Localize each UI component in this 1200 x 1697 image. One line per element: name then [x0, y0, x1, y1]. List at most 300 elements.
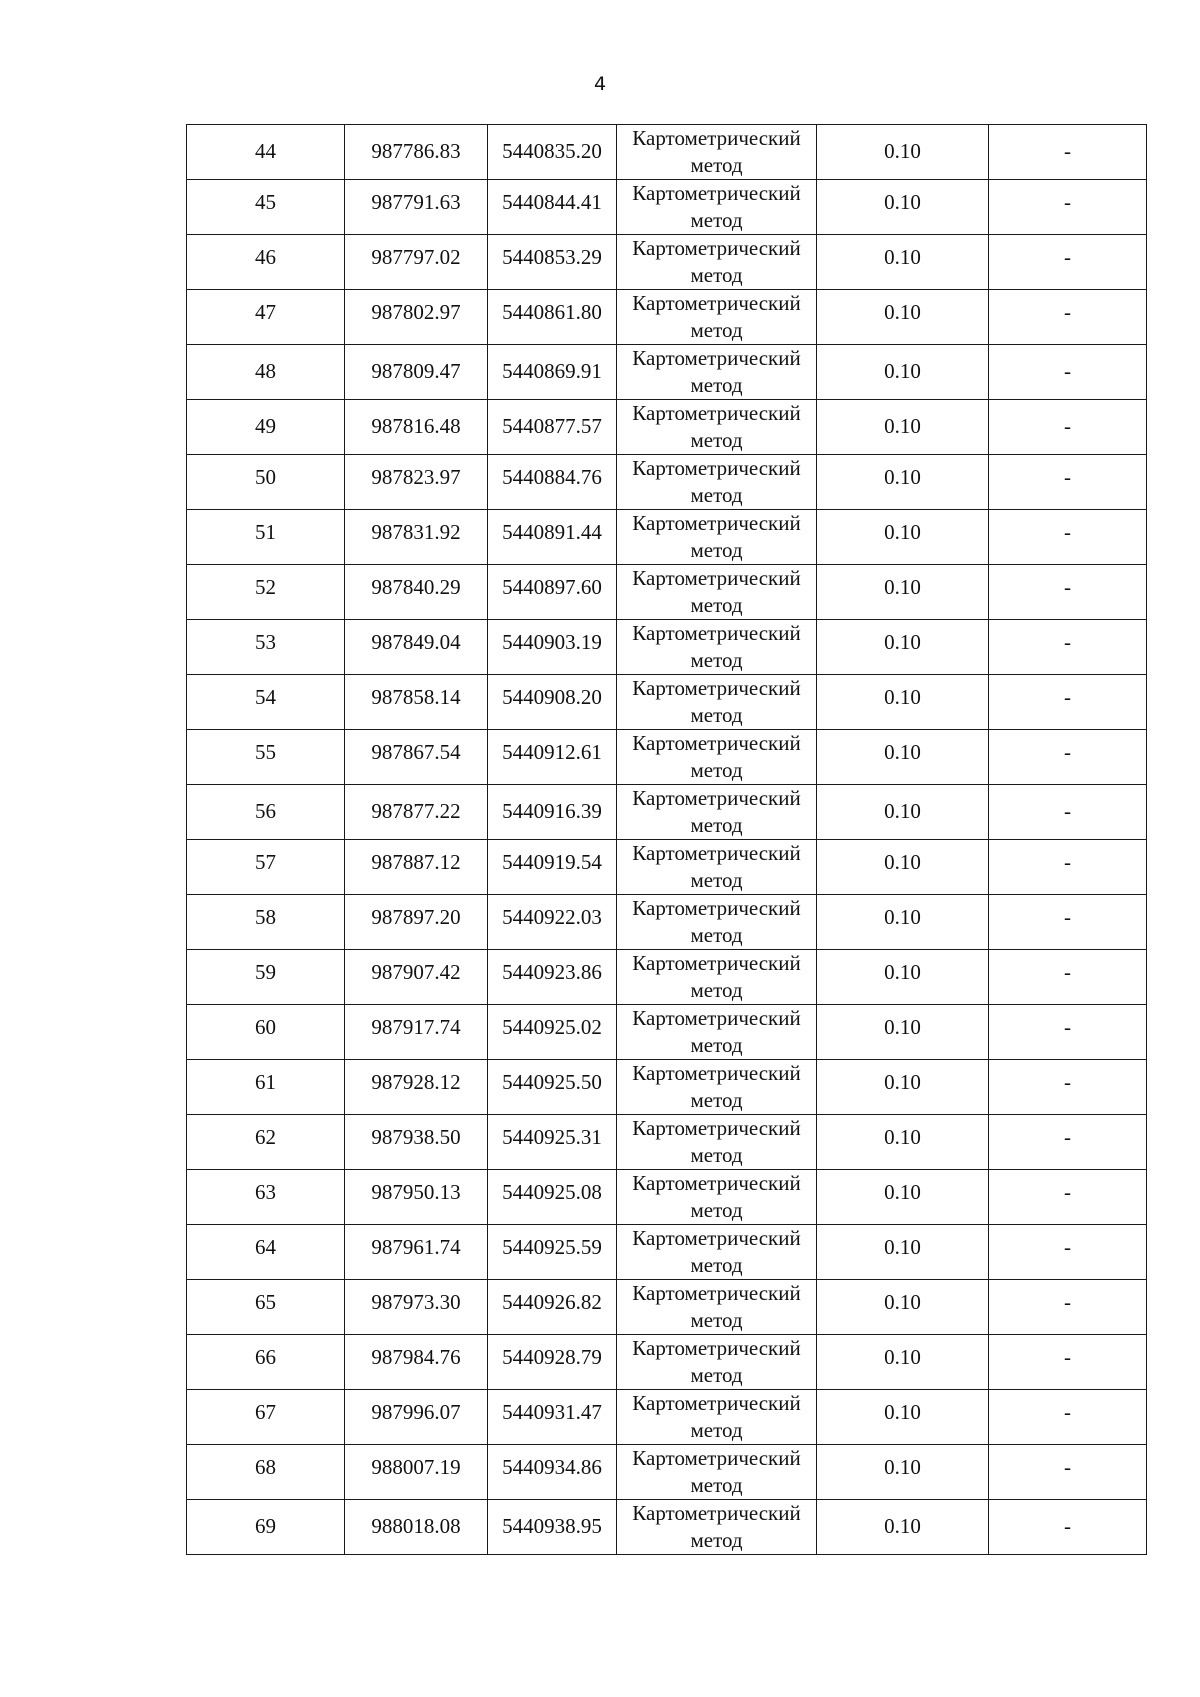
point-number-cell	[187, 125, 345, 180]
accuracy-cell	[817, 785, 989, 840]
x-coordinate-cell-text: 987996.07	[371, 1400, 461, 1424]
point-number-cell	[187, 1390, 345, 1445]
x-coordinate-cell	[345, 1115, 488, 1170]
y-coordinate-cell	[488, 1500, 617, 1555]
y-coordinate-cell	[488, 1390, 617, 1445]
accuracy-cell	[817, 345, 989, 400]
y-coordinate-cell-text: 5440884.76	[502, 465, 602, 489]
accuracy-cell-text: 0.10	[884, 1015, 921, 1039]
accuracy-cell	[817, 565, 989, 620]
accuracy-cell	[817, 1500, 989, 1555]
note-cell	[989, 675, 1147, 730]
x-coordinate-cell	[345, 455, 488, 510]
table-row	[187, 1445, 1147, 1500]
method-cell	[617, 345, 817, 400]
accuracy-cell	[817, 455, 989, 510]
y-coordinate-cell	[488, 290, 617, 345]
x-coordinate-cell-text: 987897.20	[371, 905, 461, 929]
y-coordinate-cell-text: 5440869.91	[502, 359, 602, 383]
y-coordinate-cell	[488, 675, 617, 730]
table-row	[187, 1335, 1147, 1390]
note-cell	[989, 1060, 1147, 1115]
y-coordinate-cell	[488, 950, 617, 1005]
method-cell	[617, 1280, 817, 1335]
accuracy-cell-text: 0.10	[884, 190, 921, 214]
x-coordinate-cell	[345, 1445, 488, 1500]
accuracy-cell-text: 0.10	[884, 245, 921, 269]
y-coordinate-cell-text: 5440912.61	[502, 740, 602, 764]
method-cell	[617, 235, 817, 290]
note-cell	[989, 1005, 1147, 1060]
y-coordinate-cell	[488, 785, 617, 840]
x-coordinate-cell	[345, 235, 488, 290]
method-cell-text: Картометрический метод	[632, 786, 801, 837]
method-cell	[617, 1390, 817, 1445]
x-coordinate-cell	[345, 1005, 488, 1060]
method-cell	[617, 1225, 817, 1280]
point-number-cell-text: 62	[255, 1125, 276, 1149]
point-number-cell-text: 44	[255, 139, 276, 163]
note-cell-text: -	[1064, 799, 1071, 823]
table-row	[187, 1170, 1147, 1225]
point-number-cell-text: 45	[255, 190, 276, 214]
point-number-cell	[187, 400, 345, 455]
accuracy-cell	[817, 1170, 989, 1225]
y-coordinate-cell	[488, 1225, 617, 1280]
method-cell-text: Картометрический метод	[632, 291, 801, 342]
point-number-cell	[187, 1115, 345, 1170]
table-row	[187, 675, 1147, 730]
point-number-cell	[187, 1445, 345, 1500]
x-coordinate-cell-text: 987823.97	[371, 465, 461, 489]
method-cell-text: Картометрический метод	[632, 566, 801, 617]
point-number-cell-text: 50	[255, 465, 276, 489]
accuracy-cell-text: 0.10	[884, 139, 921, 163]
method-cell-text: Картометрический метод	[632, 236, 801, 287]
note-cell-text: -	[1064, 414, 1071, 438]
y-coordinate-cell-text: 5440931.47	[502, 1400, 602, 1424]
y-coordinate-cell-text: 5440903.19	[502, 630, 602, 654]
accuracy-cell	[817, 125, 989, 180]
x-coordinate-cell	[345, 565, 488, 620]
y-coordinate-cell-text: 5440844.41	[502, 190, 602, 214]
note-cell	[989, 730, 1147, 785]
table-row	[187, 1390, 1147, 1445]
point-number-cell-text: 56	[255, 799, 276, 823]
note-cell-text: -	[1064, 1400, 1071, 1424]
method-cell	[617, 620, 817, 675]
accuracy-cell-text: 0.10	[884, 465, 921, 489]
accuracy-cell-text: 0.10	[884, 799, 921, 823]
point-number-cell-text: 63	[255, 1180, 276, 1204]
note-cell	[989, 345, 1147, 400]
x-coordinate-cell-text: 987867.54	[371, 740, 461, 764]
x-coordinate-cell-text: 987840.29	[371, 575, 461, 599]
x-coordinate-cell	[345, 675, 488, 730]
y-coordinate-cell-text: 5440861.80	[502, 300, 602, 324]
method-cell	[617, 1500, 817, 1555]
point-number-cell-text: 49	[255, 414, 276, 438]
point-number-cell-text: 66	[255, 1345, 276, 1369]
method-cell	[617, 840, 817, 895]
y-coordinate-cell-text: 5440853.29	[502, 245, 602, 269]
note-cell	[989, 180, 1147, 235]
note-cell-text: -	[1064, 1290, 1071, 1314]
point-number-cell-text: 53	[255, 630, 276, 654]
y-coordinate-cell-text: 5440897.60	[502, 575, 602, 599]
accuracy-cell	[817, 290, 989, 345]
note-cell	[989, 1445, 1147, 1500]
method-cell-text: Картометрический метод	[632, 1006, 801, 1057]
point-number-cell	[187, 1280, 345, 1335]
method-cell	[617, 510, 817, 565]
x-coordinate-cell	[345, 345, 488, 400]
x-coordinate-cell-text: 987802.97	[371, 300, 461, 324]
y-coordinate-cell	[488, 125, 617, 180]
note-cell	[989, 1500, 1147, 1555]
y-coordinate-cell	[488, 400, 617, 455]
note-cell	[989, 455, 1147, 510]
accuracy-cell-text: 0.10	[884, 630, 921, 654]
method-cell-text: Картометрический метод	[632, 731, 801, 782]
note-cell-text: -	[1064, 1015, 1071, 1039]
note-cell-text: -	[1064, 1514, 1071, 1538]
note-cell	[989, 620, 1147, 675]
accuracy-cell	[817, 1445, 989, 1500]
x-coordinate-cell	[345, 895, 488, 950]
point-number-cell	[187, 1500, 345, 1555]
x-coordinate-cell-text: 987849.04	[371, 630, 461, 654]
note-cell	[989, 785, 1147, 840]
point-number-cell-text: 68	[255, 1455, 276, 1479]
method-cell-text: Картометрический метод	[632, 1336, 801, 1387]
accuracy-cell-text: 0.10	[884, 1125, 921, 1149]
note-cell	[989, 125, 1147, 180]
accuracy-cell	[817, 235, 989, 290]
method-cell	[617, 950, 817, 1005]
point-number-cell-text: 51	[255, 520, 276, 544]
accuracy-cell	[817, 1335, 989, 1390]
point-number-cell	[187, 785, 345, 840]
y-coordinate-cell	[488, 840, 617, 895]
x-coordinate-cell	[345, 785, 488, 840]
y-coordinate-cell-text: 5440938.95	[502, 1514, 602, 1538]
table-row	[187, 785, 1147, 840]
y-coordinate-cell-text: 5440908.20	[502, 685, 602, 709]
point-number-cell	[187, 565, 345, 620]
x-coordinate-cell	[345, 400, 488, 455]
x-coordinate-cell-text: 987791.63	[371, 190, 461, 214]
note-cell	[989, 895, 1147, 950]
table-row	[187, 895, 1147, 950]
x-coordinate-cell	[345, 1335, 488, 1390]
x-coordinate-cell	[345, 730, 488, 785]
accuracy-cell	[817, 675, 989, 730]
y-coordinate-cell	[488, 1060, 617, 1115]
note-cell-text: -	[1064, 630, 1071, 654]
method-cell-text: Картометрический метод	[632, 896, 801, 947]
method-cell	[617, 1060, 817, 1115]
accuracy-cell-text: 0.10	[884, 905, 921, 929]
note-cell	[989, 950, 1147, 1005]
point-number-cell-text: 58	[255, 905, 276, 929]
accuracy-cell	[817, 1280, 989, 1335]
x-coordinate-cell	[345, 1280, 488, 1335]
method-cell-text: Картометрический метод	[632, 1226, 801, 1277]
x-coordinate-cell-text: 987816.48	[371, 414, 461, 438]
accuracy-cell-text: 0.10	[884, 1400, 921, 1424]
y-coordinate-cell-text: 5440925.02	[502, 1015, 602, 1039]
x-coordinate-cell-text: 987928.12	[371, 1070, 461, 1094]
note-cell-text: -	[1064, 850, 1071, 874]
page-number: 4	[593, 73, 607, 95]
point-number-cell	[187, 510, 345, 565]
accuracy-cell-text: 0.10	[884, 414, 921, 438]
method-cell	[617, 290, 817, 345]
accuracy-cell	[817, 1005, 989, 1060]
note-cell-text: -	[1064, 520, 1071, 544]
point-number-cell	[187, 235, 345, 290]
accuracy-cell-text: 0.10	[884, 960, 921, 984]
method-cell	[617, 1005, 817, 1060]
y-coordinate-cell-text: 5440877.57	[502, 414, 602, 438]
x-coordinate-cell	[345, 1500, 488, 1555]
x-coordinate-cell	[345, 840, 488, 895]
y-coordinate-cell-text: 5440916.39	[502, 799, 602, 823]
note-cell-text: -	[1064, 139, 1071, 163]
method-cell	[617, 455, 817, 510]
table-row	[187, 290, 1147, 345]
y-coordinate-cell-text: 5440925.59	[502, 1235, 602, 1259]
x-coordinate-cell-text: 987973.30	[371, 1290, 461, 1314]
y-coordinate-cell	[488, 565, 617, 620]
note-cell-text: -	[1064, 685, 1071, 709]
point-number-cell-text: 61	[255, 1070, 276, 1094]
method-cell-text: Картометрический метод	[632, 1281, 801, 1332]
method-cell-text: Картометрический метод	[632, 456, 801, 507]
point-number-cell	[187, 1060, 345, 1115]
x-coordinate-cell	[345, 1170, 488, 1225]
note-cell	[989, 1170, 1147, 1225]
x-coordinate-cell	[345, 1060, 488, 1115]
note-cell-text: -	[1064, 1345, 1071, 1369]
method-cell	[617, 1445, 817, 1500]
point-number-cell-text: 60	[255, 1015, 276, 1039]
note-cell-text: -	[1064, 1070, 1071, 1094]
note-cell-text: -	[1064, 575, 1071, 599]
point-number-cell	[187, 1170, 345, 1225]
accuracy-cell	[817, 1060, 989, 1115]
method-cell-text: Картометрический метод	[632, 841, 801, 892]
x-coordinate-cell-text: 987938.50	[371, 1125, 461, 1149]
method-cell-text: Картометрический метод	[632, 1171, 801, 1222]
x-coordinate-cell-text: 987797.02	[371, 245, 461, 269]
accuracy-cell	[817, 895, 989, 950]
point-number-cell	[187, 620, 345, 675]
note-cell	[989, 510, 1147, 565]
accuracy-cell-text: 0.10	[884, 359, 921, 383]
method-cell	[617, 1335, 817, 1390]
x-coordinate-cell	[345, 290, 488, 345]
point-number-cell	[187, 895, 345, 950]
coordinates-table	[186, 124, 1147, 1555]
accuracy-cell	[817, 400, 989, 455]
method-cell	[617, 675, 817, 730]
x-coordinate-cell-text: 987786.83	[371, 139, 461, 163]
accuracy-cell	[817, 1390, 989, 1445]
table-row	[187, 1500, 1147, 1555]
method-cell-text: Картометрический метод	[632, 346, 801, 397]
note-cell	[989, 400, 1147, 455]
y-coordinate-cell	[488, 1280, 617, 1335]
method-cell	[617, 400, 817, 455]
table-row	[187, 1280, 1147, 1335]
table-row	[187, 1115, 1147, 1170]
note-cell-text: -	[1064, 465, 1071, 489]
y-coordinate-cell-text: 5440923.86	[502, 960, 602, 984]
point-number-cell-text: 69	[255, 1514, 276, 1538]
accuracy-cell	[817, 510, 989, 565]
note-cell-text: -	[1064, 300, 1071, 324]
note-cell-text: -	[1064, 905, 1071, 929]
method-cell	[617, 730, 817, 785]
x-coordinate-cell-text: 988007.19	[371, 1455, 461, 1479]
note-cell	[989, 1225, 1147, 1280]
method-cell	[617, 1170, 817, 1225]
point-number-cell	[187, 455, 345, 510]
y-coordinate-cell-text: 5440891.44	[502, 520, 602, 544]
accuracy-cell	[817, 840, 989, 895]
point-number-cell-text: 67	[255, 1400, 276, 1424]
note-cell-text: -	[1064, 1125, 1071, 1149]
table-row	[187, 730, 1147, 785]
table-row	[187, 1005, 1147, 1060]
x-coordinate-cell	[345, 510, 488, 565]
accuracy-cell-text: 0.10	[884, 685, 921, 709]
note-cell	[989, 290, 1147, 345]
coordinates-table-body	[187, 125, 1147, 1555]
y-coordinate-cell	[488, 235, 617, 290]
note-cell-text: -	[1064, 245, 1071, 269]
x-coordinate-cell-text: 987831.92	[371, 520, 461, 544]
accuracy-cell-text: 0.10	[884, 1514, 921, 1538]
y-coordinate-cell	[488, 620, 617, 675]
table-row	[187, 345, 1147, 400]
method-cell-text: Картометрический метод	[632, 1061, 801, 1112]
point-number-cell	[187, 1225, 345, 1280]
accuracy-cell-text: 0.10	[884, 1455, 921, 1479]
note-cell-text: -	[1064, 190, 1071, 214]
table-row	[187, 510, 1147, 565]
note-cell-text: -	[1064, 359, 1071, 383]
x-coordinate-cell	[345, 620, 488, 675]
accuracy-cell-text: 0.10	[884, 520, 921, 544]
accuracy-cell-text: 0.10	[884, 1345, 921, 1369]
table-row	[187, 950, 1147, 1005]
method-cell-text: Картометрический метод	[632, 126, 801, 177]
x-coordinate-cell-text: 987950.13	[371, 1180, 461, 1204]
table-row	[187, 1060, 1147, 1115]
point-number-cell	[187, 180, 345, 235]
method-cell-text: Картометрический метод	[632, 401, 801, 452]
x-coordinate-cell	[345, 125, 488, 180]
table-row	[187, 180, 1147, 235]
x-coordinate-cell-text: 987887.12	[371, 850, 461, 874]
y-coordinate-cell	[488, 895, 617, 950]
point-number-cell	[187, 1005, 345, 1060]
x-coordinate-cell	[345, 950, 488, 1005]
y-coordinate-cell	[488, 1335, 617, 1390]
x-coordinate-cell	[345, 1225, 488, 1280]
accuracy-cell	[817, 620, 989, 675]
point-number-cell	[187, 345, 345, 400]
note-cell	[989, 235, 1147, 290]
y-coordinate-cell-text: 5440934.86	[502, 1455, 602, 1479]
y-coordinate-cell	[488, 1170, 617, 1225]
point-number-cell	[187, 1335, 345, 1390]
point-number-cell-text: 57	[255, 850, 276, 874]
method-cell-text: Картометрический метод	[632, 951, 801, 1002]
table-row	[187, 1225, 1147, 1280]
x-coordinate-cell-text: 987907.42	[371, 960, 461, 984]
y-coordinate-cell-text: 5440922.03	[502, 905, 602, 929]
method-cell-text: Картометрический метод	[632, 1391, 801, 1442]
y-coordinate-cell-text: 5440925.08	[502, 1180, 602, 1204]
x-coordinate-cell-text: 988018.08	[371, 1514, 461, 1538]
x-coordinate-cell	[345, 180, 488, 235]
x-coordinate-cell-text: 987961.74	[371, 1235, 461, 1259]
point-number-cell-text: 64	[255, 1235, 276, 1259]
method-cell-text: Картометрический метод	[632, 621, 801, 672]
table-row	[187, 620, 1147, 675]
x-coordinate-cell-text: 987917.74	[371, 1015, 461, 1039]
table-row	[187, 565, 1147, 620]
y-coordinate-cell-text: 5440835.20	[502, 139, 602, 163]
accuracy-cell	[817, 180, 989, 235]
note-cell	[989, 1280, 1147, 1335]
y-coordinate-cell	[488, 1445, 617, 1500]
note-cell	[989, 840, 1147, 895]
accuracy-cell-text: 0.10	[884, 1070, 921, 1094]
accuracy-cell-text: 0.10	[884, 1180, 921, 1204]
accuracy-cell-text: 0.10	[884, 740, 921, 764]
point-number-cell-text: 47	[255, 300, 276, 324]
accuracy-cell-text: 0.10	[884, 575, 921, 599]
note-cell-text: -	[1064, 1180, 1071, 1204]
point-number-cell-text: 65	[255, 1290, 276, 1314]
note-cell-text: -	[1064, 1235, 1071, 1259]
point-number-cell-text: 48	[255, 359, 276, 383]
point-number-cell-text: 59	[255, 960, 276, 984]
y-coordinate-cell	[488, 1115, 617, 1170]
method-cell	[617, 125, 817, 180]
method-cell-text: Картометрический метод	[632, 676, 801, 727]
method-cell	[617, 565, 817, 620]
accuracy-cell-text: 0.10	[884, 850, 921, 874]
method-cell-text: Картометрический метод	[632, 1446, 801, 1497]
point-number-cell	[187, 730, 345, 785]
y-coordinate-cell-text: 5440919.54	[502, 850, 602, 874]
method-cell	[617, 785, 817, 840]
accuracy-cell	[817, 1115, 989, 1170]
accuracy-cell	[817, 730, 989, 785]
accuracy-cell-text: 0.10	[884, 1235, 921, 1259]
y-coordinate-cell	[488, 1005, 617, 1060]
y-coordinate-cell	[488, 180, 617, 235]
y-coordinate-cell-text: 5440928.79	[502, 1345, 602, 1369]
method-cell-text: Картометрический метод	[632, 1501, 801, 1552]
y-coordinate-cell	[488, 730, 617, 785]
